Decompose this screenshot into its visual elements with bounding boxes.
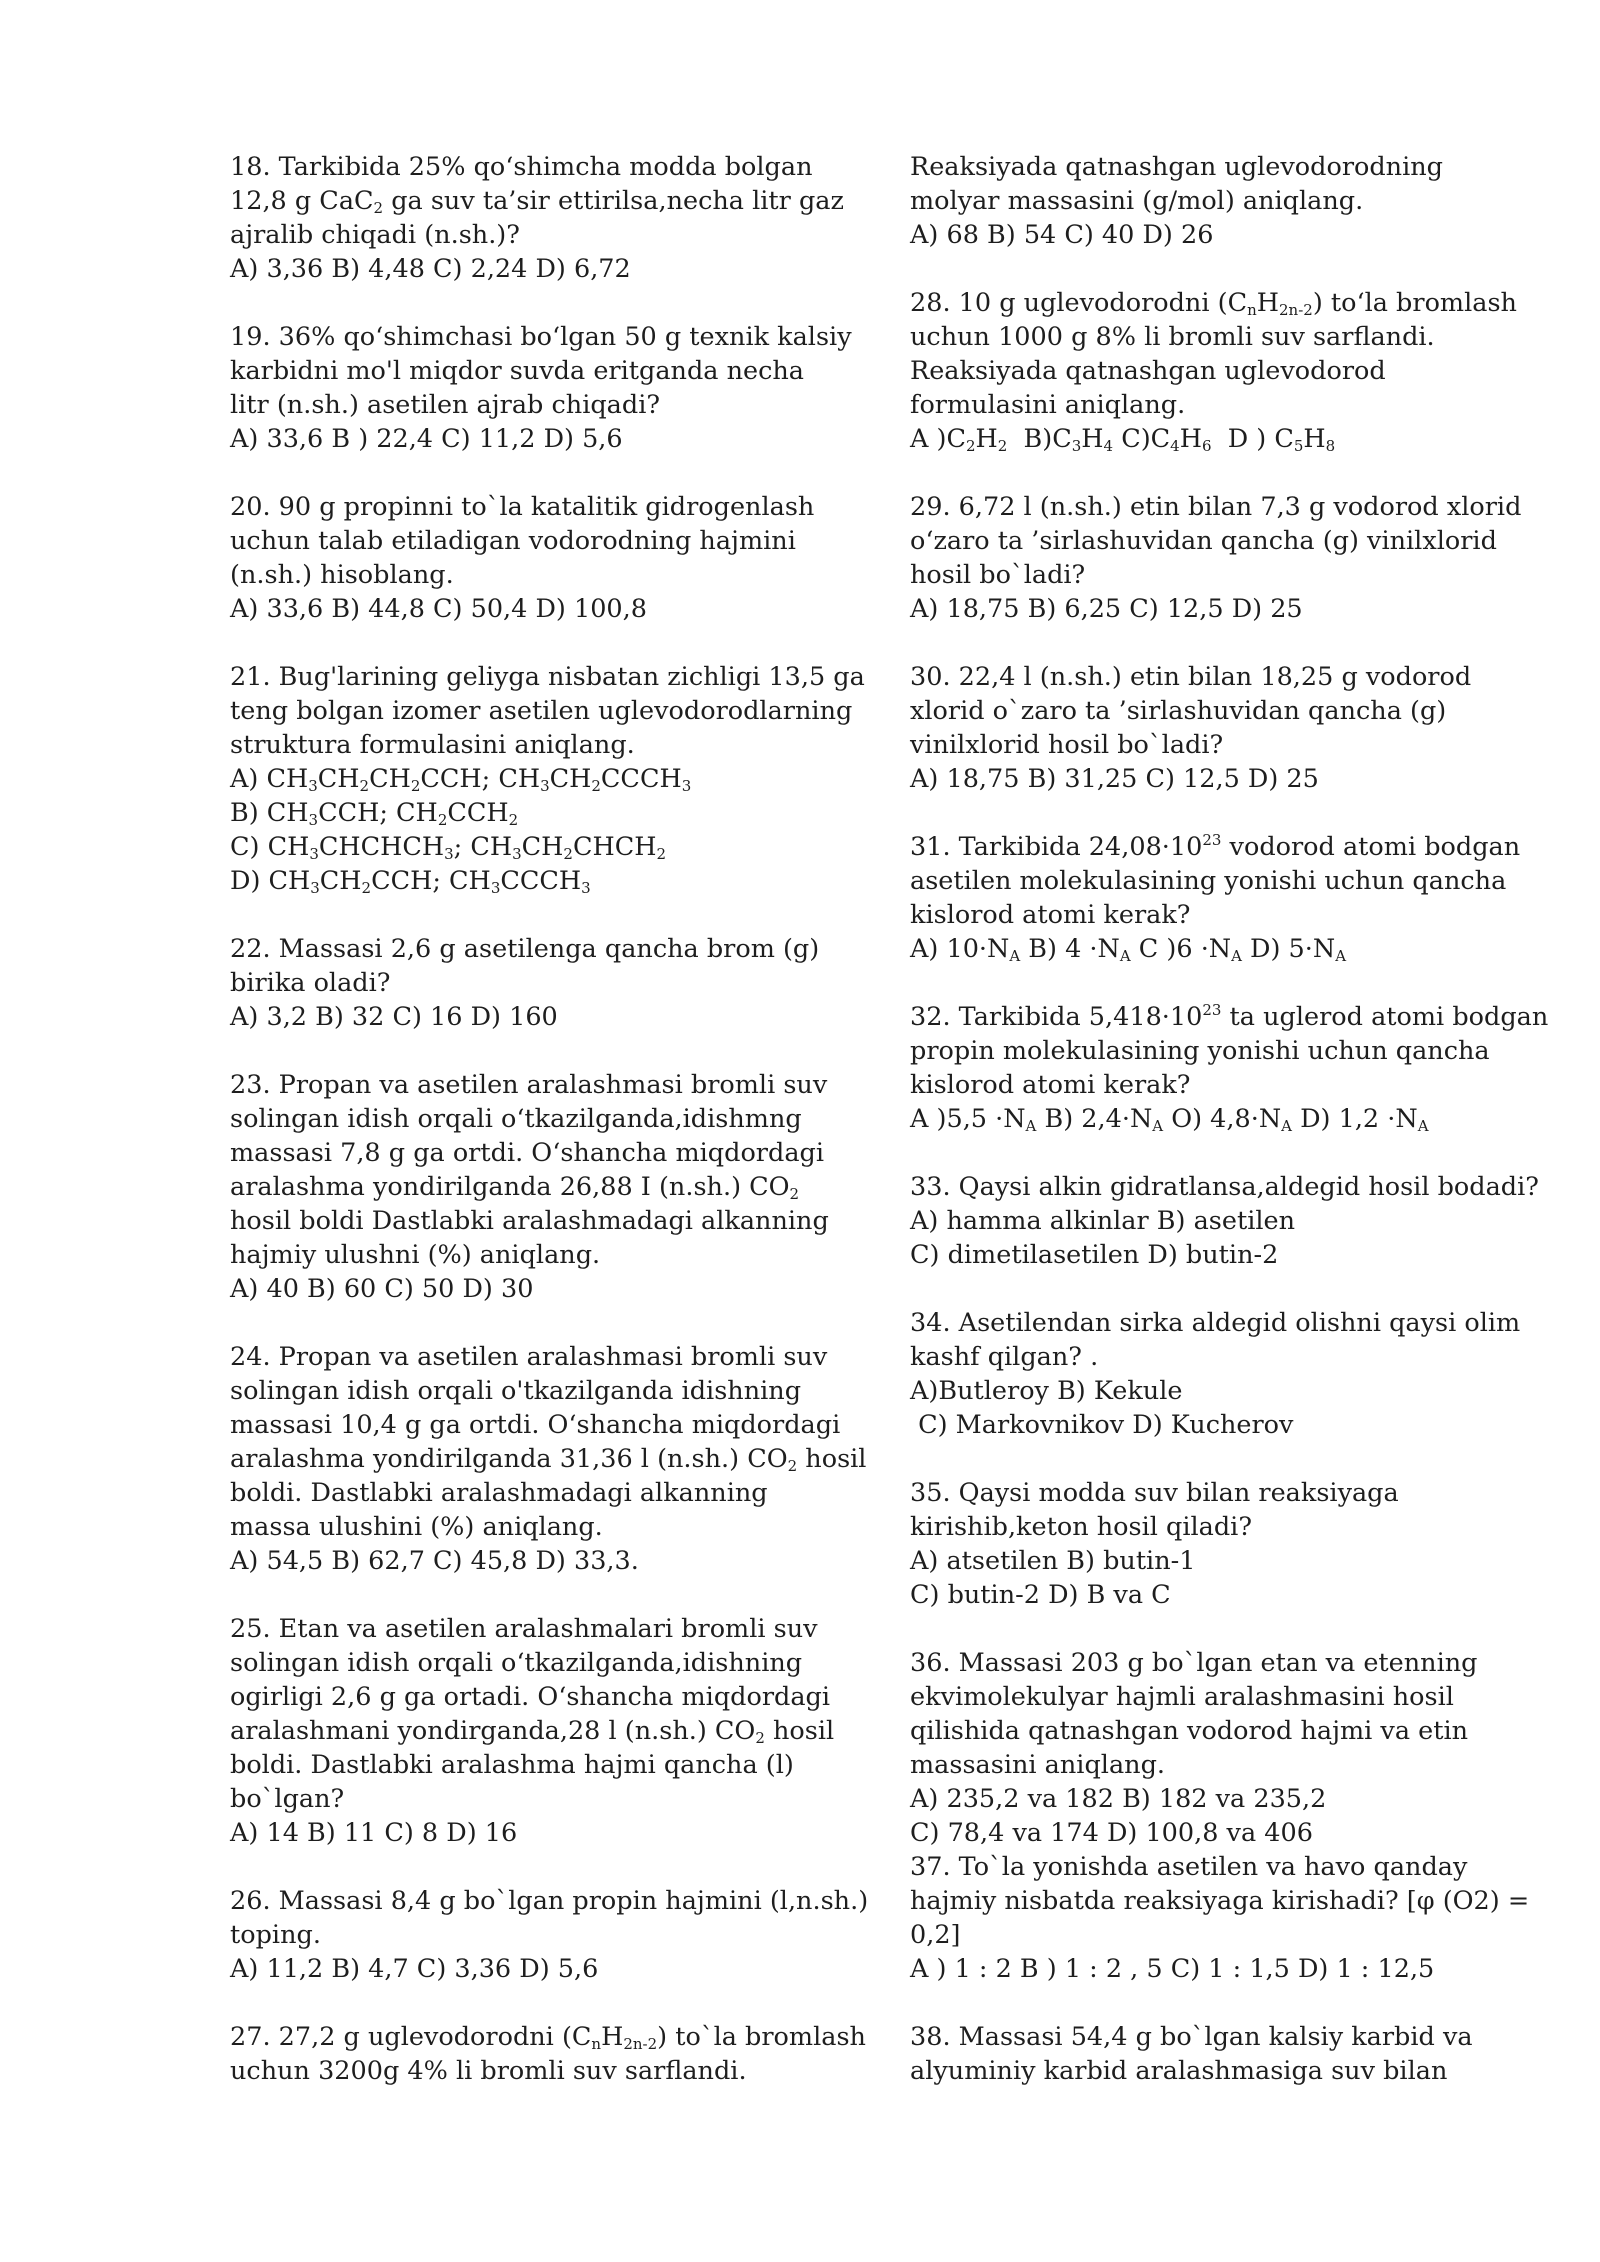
question-block — [910, 660, 1520, 796]
text-line: 25. Etan va asetilen aralashmalari bromli suv — [230, 1614, 818, 1644]
text-line: solingan idish orqali o‘tkazilganda,idishning — [230, 1648, 803, 1678]
text-line: xlorid o`zaro ta ’sirlashuvidan qancha (g) — [910, 696, 1447, 726]
question-block — [230, 320, 852, 456]
text-line: D) $CH_3CH_2CCH$; $CH_3CCCH_3$ — [230, 866, 591, 897]
text-line: A) 33,6 B ) 22,4 C) 11,2 D) 5,6 — [230, 424, 623, 454]
text-line: 32. Tarkibida $5,418\cdot 10^{23}$ ta uglerod atomi bodgan — [910, 1001, 1549, 1032]
text-line: 34. Asetilendan sirka aldegid olishni qaysi olim — [910, 1308, 1521, 1338]
text-line: uchun talab etiladigan vodorodning hajmini — [230, 526, 796, 556]
text-line: litr (n.sh.) asetilen ajrab chiqadi? — [230, 390, 661, 420]
text-line: o‘zaro ta ’sirlashuvidan qancha (g) vinilxlorid — [910, 526, 1497, 556]
text-line: 21. Bug'larining geliyga nisbatan zichligi 13,5 ga — [230, 662, 865, 692]
text-line: bo`lgan? — [230, 1784, 345, 1814]
text-line: A) 3,2 B) 32 C) 16 D) 160 — [230, 1002, 558, 1032]
text-line: A )$C_2H_2$ $B)C_3H_4$ $C)C_4H_6$ D ) $C_5H_8$ — [910, 424, 1336, 455]
text-line: hajmiy nisbatda reaksiyaga kirishadi? [φ (O2) = — [910, 1886, 1530, 1916]
text-line: solingan idish orqali o‘tkazilganda,idishmng — [230, 1104, 802, 1134]
text-line: 12,8 g CaC$_2$ ga suv ta’sir ettirilsa,necha litr gaz — [230, 186, 844, 217]
text-line: qilishida qatnashgan vodorod hajmi va etin — [910, 1716, 1469, 1746]
text-line: A) hamma alkinlar B) asetilen — [910, 1206, 1296, 1236]
text-line: A) 54,5 B) 62,7 C) 45,8 D) 33,3. — [230, 1546, 639, 1576]
text-line: birika oladi? — [230, 968, 391, 998]
right-column — [910, 150, 1549, 2122]
text-line: molyar massasini (g/mol) aniqlang. — [910, 186, 1364, 216]
text-line: 36. Massasi 203 g bo`lgan etan va etenning — [910, 1648, 1478, 1678]
text-line: 30. 22,4 l (n.sh.) etin bilan 18,25 g vodorod — [910, 662, 1472, 692]
text-line: kislorod atomi kerak? — [910, 1070, 1191, 1100]
question-block — [230, 150, 844, 286]
question-block — [230, 1068, 840, 1306]
text-line: alyuminiy karbid aralashmasiga suv bilan — [910, 2056, 1448, 2086]
question-block — [910, 1306, 1520, 1442]
text-line: aralashma yondirilganda 26,88 I (n.sh.) $CO_2$ — [230, 1172, 800, 1203]
question-block — [230, 660, 865, 898]
text-line: ogirligi 2,6 g ga ortadi. O‘shancha miqdordagi — [230, 1682, 831, 1712]
text-line: (n.sh.) hisoblang. — [230, 560, 454, 590]
text-line: massa ulushini (%) aniqlang. — [230, 1512, 603, 1542]
text-line: C) butin-2 D) B va C — [910, 1580, 1171, 1610]
text-line: A ) 1 : 2 B ) 1 : 2 , 5 C) 1 : 1,5 D) 1 : 12,5 — [910, 1954, 1435, 1984]
text-line: C) 78,4 va 174 D) 100,8 va 406 — [910, 1818, 1313, 1848]
question-block — [910, 1170, 1539, 1272]
text-line: 0,2] — [910, 1920, 961, 1950]
text-line: C) Markovnikov D) Kucherov — [910, 1410, 1294, 1440]
text-line: A) 18,75 B) 31,25 C) 12,5 D) 25 — [910, 764, 1319, 794]
text-line: 29. 6,72 l (n.sh.) etin bilan 7,3 g vodorod xlorid — [910, 492, 1522, 522]
question-block — [230, 1340, 867, 1578]
left-column — [230, 150, 869, 2122]
text-line: 35. Qaysi modda suv bilan reaksiyaga — [910, 1478, 1399, 1508]
text-line: toping. — [230, 1920, 321, 1950]
text-line: teng bolgan izomer asetilen uglevodorodlarning — [230, 696, 853, 726]
text-line: boldi. Dastlabki aralashma hajmi qancha (l) — [230, 1750, 794, 1780]
question-block — [910, 1646, 1530, 1986]
text-line: A) $10\cdot N_A$ B) $4 \cdot N_A$ C )$6 \cdot N_A$ D) $5\cdot N_A$ — [910, 934, 1347, 965]
text-line: 19. 36% qo‘shimchasi bo‘lgan 50 g texnik kalsiy — [230, 322, 852, 352]
text-line: A) 40 B) 60 C) 50 D) 30 — [230, 1274, 534, 1304]
text-line: formulasini aniqlang. — [910, 390, 1186, 420]
text-line: 33. Qaysi alkin gidratlansa,aldegid hosil bodadi? — [910, 1172, 1539, 1202]
question-block — [910, 490, 1520, 626]
text-line: A) 11,2 B) 4,7 C) 3,36 D) 5,6 — [230, 1954, 599, 1984]
text-line: 27. 27,2 g uglevodorodni $(C_nH_{2n-2})$ to`la bromlash — [230, 2022, 866, 2053]
text-line: 28. 10 g uglevodorodni $(C_nH_{2n-2})$ to‘la bromlash — [910, 288, 1517, 319]
text-line: A) atsetilen B) butin-1 — [910, 1546, 1196, 1576]
text-line: kirishib,keton hosil qiladi? — [910, 1512, 1252, 1542]
text-line: Reaksiyada qatnashgan uglevodorod — [910, 356, 1386, 386]
text-line: massasini aniqlang. — [910, 1750, 1165, 1780]
question-block — [230, 1884, 869, 1986]
text-line: 38. Massasi 54,4 g bo`lgan kalsiy karbid va — [910, 2022, 1473, 2052]
question-block — [230, 932, 840, 1034]
text-line: karbidni mo'l miqdor suvda eritganda necha — [230, 356, 804, 386]
text-line: propin molekulasining yonishi uchun qancha — [910, 1036, 1490, 1066]
text-line: A) 68 B) 54 C) 40 D) 26 — [910, 220, 1214, 250]
question-block — [910, 1476, 1520, 1612]
text-line: A) $CH_3CH_2CH_2CCH$; $CH_3CH_2CCCH_3$ — [230, 764, 692, 795]
text-line: C) $CH_3CHCHCH_3$; $CH_3CH_2CHCH_2$ — [230, 832, 667, 863]
text-line: kislorod atomi kerak? — [910, 900, 1191, 930]
text-line: aralashmani yondirganda,28 l (n.sh.) $CO_2$ hosil — [230, 1716, 835, 1747]
text-line: hosil boldi Dastlabki aralashmadagi alkanning — [230, 1206, 829, 1236]
text-line: A) 33,6 B) 44,8 C) 50,4 D) 100,8 — [230, 594, 647, 624]
question-block — [910, 2020, 1520, 2088]
text-line: A)Butleroy B) Kekule — [910, 1376, 1183, 1406]
text-line: massasi 7,8 g ga ortdi. O‘shancha miqdordagi — [230, 1138, 824, 1168]
text-line: ekvimolekulyar hajmli aralashmasini hosil — [910, 1682, 1454, 1712]
question-block — [910, 830, 1520, 966]
text-line: 31. Tarkibida $24,08\cdot 10^{23}$ vodorod atomi bodgan — [910, 831, 1521, 862]
text-line: 24. Propan va asetilen aralashmasi bromli suv — [230, 1342, 828, 1372]
text-line: 37. To`la yonishda asetilen va havo qanday — [910, 1852, 1468, 1882]
text-line: 23. Propan va asetilen aralashmasi bromli suv — [230, 1070, 828, 1100]
text-line: A )$5,5 \cdot N_A$ B) $2,4\cdot N_A$ O) $4,8\cdot N_A$ D) $1,2 \cdot N_A$ — [910, 1104, 1429, 1135]
text-line: massasi 10,4 g ga ortdi. O‘shancha miqdordagi — [230, 1410, 841, 1440]
text-line: A) 18,75 B) 6,25 C) 12,5 D) 25 — [910, 594, 1303, 624]
text-line: A) 3,36 B) 4,48 C) 2,24 D) 6,72 — [230, 254, 631, 284]
text-line: aralashma yondirilganda 31,36 l (n.sh.) $CO_2$ hosil — [230, 1444, 867, 1475]
text-line: boldi. Dastlabki aralashmadagi alkanning — [230, 1478, 768, 1508]
text-line: struktura formulasini aniqlang. — [230, 730, 635, 760]
text-line: uchun 3200g 4% li bromli suv sarflandi. — [230, 2056, 747, 2086]
question-block — [910, 1000, 1549, 1136]
text-line: uchun 1000 g 8% li bromli suv sarflandi. — [910, 322, 1435, 352]
text-line: 22. Massasi 2,6 g asetilenga qancha brom (g) — [230, 934, 820, 964]
question-block — [230, 1612, 840, 1850]
text-line: 20. 90 g propinni to`la katalitik gidrogenlash — [230, 492, 815, 522]
question-block — [230, 2020, 866, 2088]
text-line: solingan idish orqali o'tkazilganda idishning — [230, 1376, 802, 1406]
text-line: C) dimetilasetilen D) butin-2 — [910, 1240, 1279, 1270]
text-line: 18. Tarkibida 25% qo‘shimcha modda bolgan — [230, 152, 813, 182]
question-block — [230, 490, 840, 626]
question-block — [910, 286, 1520, 456]
text-line: A) 14 B) 11 C) 8 D) 16 — [230, 1818, 518, 1848]
text-line: A) 235,2 va 182 B) 182 va 235,2 — [910, 1784, 1327, 1814]
text-line: B) $CH_3CCH$; $CH_2CCH_2$ — [230, 798, 519, 829]
text-line: hosil bo`ladi? — [910, 560, 1086, 590]
text-line: ajralib chiqadi (n.sh.)? — [230, 220, 520, 250]
question-block — [910, 150, 1520, 252]
text-line: kashf qilgan? . — [910, 1342, 1099, 1372]
text-line: asetilen molekulasining yonishi uchun qancha — [910, 866, 1507, 896]
text-line: Reaksiyada qatnashgan uglevodorodning — [910, 152, 1444, 182]
text-line: hajmiy ulushni (%) aniqlang. — [230, 1240, 601, 1270]
text-line: 26. Massasi 8,4 g bo`lgan propin hajmini (l,n.sh.) — [230, 1886, 869, 1916]
text-line: vinilxlorid hosil bo`ladi? — [910, 730, 1224, 760]
